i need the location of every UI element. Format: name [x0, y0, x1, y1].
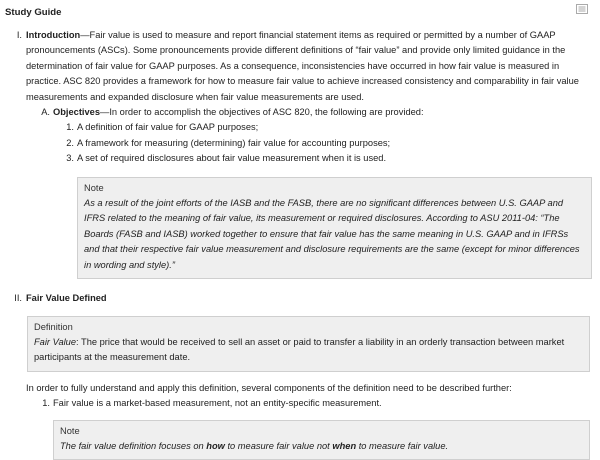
subsection-heading: Objectives: [53, 107, 101, 118]
section-intro-text: In order to fully understand and apply this definition, several components of the definition need to be described further:: [26, 382, 512, 393]
list-text: Fair value is a market-based measurement, not an entity-specific measurement.: [53, 398, 382, 409]
page-title: Study Guide: [5, 7, 62, 18]
note-caption: Note: [84, 182, 104, 193]
note-emphasis: when: [332, 440, 357, 451]
definition-box: [27, 316, 590, 372]
list-item: [42, 396, 583, 411]
list-number: 3.: [66, 153, 74, 164]
note-text-part: The fair value definition focuses on: [60, 440, 207, 451]
note-text: As a result of the joint efforts of the IASB and the FASB, there are no significant differences between U.S. GAAP and IFRS related to the meaning of fair value, its measurement or required disclosures. According to ASU 2011-04: “The Boards (FASB and IASB) worked together to ensure that fair value has the same meaning in U.S. GAAP and in IFRSs and that their respective fair value measurement and disclosure requirements are the same (except for minor differences in wording and style).”: [84, 198, 580, 270]
note-text: [60, 439, 583, 454]
list-item: [66, 136, 577, 151]
section-number: I.: [16, 30, 22, 40]
list-item: [66, 120, 577, 135]
section-fair-value-defined: [14, 291, 591, 306]
section-heading: Introduction: [26, 30, 81, 40]
note-emphasis: how: [206, 440, 225, 451]
list-text: A set of required disclosures about fair value measurement when it is used.: [77, 153, 387, 164]
note-box: [77, 177, 592, 279]
list-number: 1.: [42, 398, 50, 409]
list-item: [66, 151, 577, 166]
section-heading: Fair Value Defined: [26, 293, 107, 304]
list-text: A definition of fair value for GAAP purposes;: [77, 122, 259, 133]
study-guide-content: [0, 28, 600, 460]
section-introduction: [16, 28, 591, 105]
note-text-part: to measure fair value not: [224, 440, 333, 451]
note-box: [53, 420, 590, 460]
section-number: II.: [14, 293, 22, 304]
collapse-icon[interactable]: [576, 4, 588, 14]
heading-dash: —: [100, 107, 110, 118]
note-caption: Note: [60, 425, 80, 436]
list-number: 1.: [66, 122, 74, 133]
definition-text: [34, 335, 583, 366]
subsection-letter: A.: [41, 107, 50, 118]
definition-term: Fair Value: [34, 336, 77, 347]
section-body: Fair value is used to measure and report financial statement items as required or permitted by a number of GAAP pronouncements (ASCs). Some pronouncements provide different definitions of “fair value” and provide only limited guidance in the determination of fair value for GAAP purposes. As a consequence, inconsistencies have occurred in how fair value is measured in practice. ASC 820 provides a framework for how to measure fair value to achieve increased consistency and comparability in fair value measurements and expanded disclosure when fair value measurements are used.: [26, 30, 579, 102]
subsection-objectives: [41, 105, 583, 120]
heading-dash: —: [80, 30, 90, 40]
list-number: 2.: [66, 137, 74, 148]
note-text-part: to measure fair value.: [356, 440, 449, 451]
definition-caption: Definition: [34, 321, 73, 332]
subsection-body: In order to accomplish the objectives of ASC 820, the following are provided:: [109, 107, 424, 118]
definition-body: : The price that would be received to sell an asset or paid to transfer a liability in an orderly transaction between market participants at the measurement date.: [34, 336, 565, 363]
list-text: A framework for measuring (determining) fair value for accounting purposes;: [77, 137, 391, 148]
